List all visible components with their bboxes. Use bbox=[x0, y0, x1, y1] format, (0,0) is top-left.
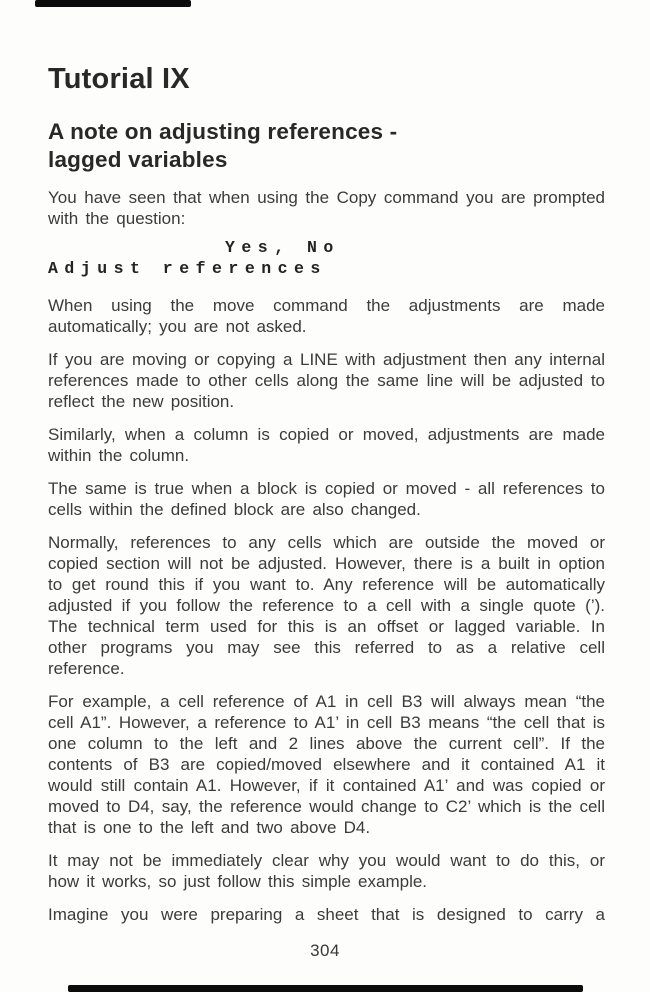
section-heading bbox=[48, 118, 605, 173]
body-paragraph: If you are moving or copying a LINE with adjustment then any internal references made to other cells along the same line will be adjusted to reflect the new position. bbox=[48, 350, 605, 411]
body-paragraph: It may not be immediately clear why you would want to do this, or how it works, so just follow this simple example. bbox=[48, 851, 605, 891]
page-number: 304 bbox=[310, 941, 340, 960]
body-paragraph: For example, a cell reference of A1 in cell B3 will always mean “the cell A1”. However, a reference to A1’ in cell B3 means “the cell that is one column to the left and 2 lines above the current cell”. If the contents of B3 are copied/moved elsewhere and it contained A1 it would still contain A1. However, if it contained A1’ and was copied or moved to D4, say, the reference would change to C2’ which is the cell that is one to the left and two above D4. bbox=[48, 692, 605, 837]
section-heading-line2: lagged variables bbox=[48, 146, 228, 172]
section-heading-line1: A note on adjusting references - bbox=[48, 119, 398, 144]
prompt-options: Yes, No bbox=[225, 238, 340, 257]
scan-artifact-bottom-bar bbox=[68, 985, 583, 992]
chapter-title: Tutorial IX bbox=[48, 63, 190, 95]
body-paragraph: Similarly, when a column is copied or moved, adjustments are made within the column. bbox=[48, 425, 605, 465]
command-prompt-display bbox=[48, 237, 605, 279]
body-paragraph: The same is true when a block is copied or moved - all references to cells within the defined block are also changed. bbox=[48, 479, 605, 519]
prompt-label: Adjust references bbox=[48, 259, 327, 278]
body-paragraph: Imagine you were preparing a sheet that is designed to carry a bbox=[48, 905, 605, 924]
page-content bbox=[48, 64, 605, 937]
paragraph-intro: You have seen that when using the Copy command you are prompted with the question: bbox=[48, 188, 605, 228]
body-paragraph: When using the move command the adjustments are made automatically; you are not asked. bbox=[48, 296, 605, 336]
scan-artifact-top-bar bbox=[35, 0, 191, 7]
body-paragraph: Normally, references to any cells which are outside the moved or copied section will not be adjusted. However, there is a built in option to get round this if you want to. Any reference will be automatically adjusted if you follow the reference to a cell with a single quote (’). The technical term used for this is an offset or lagged variable. In other programs you may see this referred to as a relative cell reference. bbox=[48, 533, 605, 678]
